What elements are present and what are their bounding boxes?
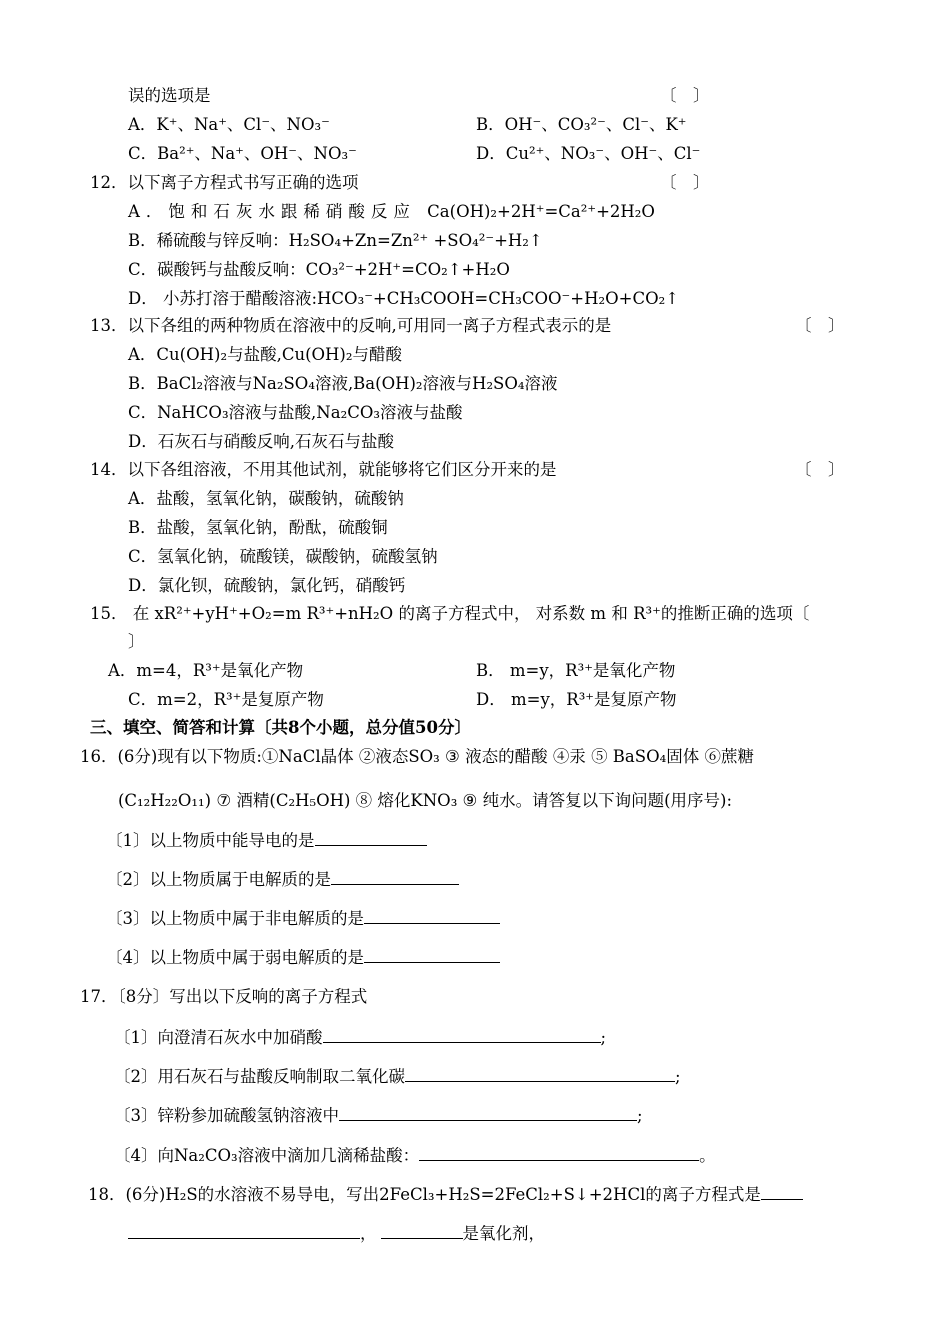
q16-part-4-label: 〔4〕以上物质中属于弱电解质的是 bbox=[106, 948, 364, 967]
q17-part-2-end: ; bbox=[675, 1067, 681, 1086]
q15-option-c: C．m=2，R³⁺是复原产物 bbox=[128, 690, 324, 709]
q12-stem: 12．以下离子方程式书写正确的选项 bbox=[90, 173, 359, 192]
q12-option-d: D． 小苏打溶于醋酸溶液:HCO₃⁻+CH₃COOH=CH₃COO⁻+H₂O+CO₂↑ bbox=[128, 289, 680, 308]
q14-answer-paren: 〔 〕 bbox=[795, 460, 845, 479]
q11-option-d: D．Cu²⁺、NO₃⁻、OH⁻、Cl⁻ bbox=[476, 144, 701, 163]
q11-option-c: C．Ba²⁺、Na⁺、OH⁻、NO₃⁻ bbox=[128, 144, 357, 163]
q18-line2 bbox=[128, 1222, 545, 1245]
q17-part-1-blank[interactable] bbox=[323, 1026, 601, 1043]
q12-option-a bbox=[128, 201, 655, 223]
q18-line1 bbox=[88, 1183, 803, 1206]
q11-answer-paren: 〔 〕 bbox=[660, 86, 710, 105]
q15-option-d: D． m=y，R³⁺是复原产物 bbox=[476, 690, 677, 709]
q14-stem: 14．以下各组溶液，不用其他试剂，就能够将它们区分开来的是 bbox=[90, 460, 557, 479]
q11-stem-tail: 误的选项是 bbox=[128, 86, 211, 105]
q18-blank-2[interactable] bbox=[381, 1222, 463, 1239]
q17-part-3-blank[interactable] bbox=[339, 1104, 637, 1121]
q14-option-d: D．氯化钡，硫酸钠，氯化钙，硝酸钙 bbox=[128, 576, 406, 595]
q17-part-3 bbox=[114, 1104, 643, 1127]
q16-part-4-blank[interactable] bbox=[364, 946, 500, 963]
q17-part-4 bbox=[114, 1144, 716, 1167]
q13-stem: 13．以下各组的两种物质在溶液中的反响,可用同一离子方程式表示的是 bbox=[90, 316, 612, 335]
q15-option-a: A．m=4，R³⁺是氧化产物 bbox=[108, 661, 304, 680]
q13-option-b: B．BaCl₂溶液与Na₂SO₄溶液,Ba(OH)₂溶液与H₂SO₄溶液 bbox=[128, 374, 558, 393]
q17-part-2-blank[interactable] bbox=[405, 1065, 675, 1082]
q11-option-b: B．OH⁻、CO₃²⁻、Cl⁻、K⁺ bbox=[476, 115, 687, 134]
q12-option-a-equation: Ca(OH)₂+2H⁺=Ca²⁺+2H₂O bbox=[427, 202, 655, 221]
q18-stem: 18．(6分)H₂S的水溶液不易导电，写出2FeCl₃+H₂S=2FeCl₂+S↓+2HCl的离子方程式是 bbox=[88, 1185, 761, 1204]
q16-part-2-blank[interactable] bbox=[331, 868, 459, 885]
q12-option-a-text: A．饱和石灰水跟稀硝酸反应 bbox=[128, 202, 416, 221]
q12-option-c: C．碳酸钙与盐酸反响：CO₃²⁻+2H⁺=CO₂↑+H₂O bbox=[128, 260, 510, 279]
q17-part-1-label: 〔1〕向澄清石灰水中加硝酸 bbox=[114, 1028, 323, 1047]
q17-part-3-end: ; bbox=[637, 1106, 643, 1125]
q17-part-4-blank[interactable] bbox=[419, 1144, 699, 1161]
q16-part-1-blank[interactable] bbox=[315, 829, 427, 846]
q17-part-2-label: 〔2〕用石灰石与盐酸反响制取二氧化碳 bbox=[114, 1067, 405, 1086]
q17-part-1 bbox=[114, 1026, 606, 1049]
q17-part-4-end: 。 bbox=[699, 1146, 716, 1165]
q17-part-4-label: 〔4〕向Na₂CO₃溶液中滴加几滴稀盐酸： bbox=[114, 1146, 420, 1165]
q13-answer-paren: 〔 〕 bbox=[795, 316, 845, 335]
q16-part-1-label: 〔1〕以上物质中能导电的是 bbox=[106, 831, 315, 850]
q14-option-c: C．氢氧化钠，硫酸镁，碳酸钠，硫酸氢钠 bbox=[128, 547, 438, 566]
q14-option-b: B．盐酸，氢氧化钠，酚酞，硫酸铜 bbox=[128, 518, 388, 537]
q15-stem: 15． 在 xR²⁺+yH⁺+O₂=m R³⁺+nH₂O 的离子方程式中， 对系数 m 和 R³⁺的推断正确的选项〔 bbox=[90, 604, 810, 623]
q16-part-2 bbox=[106, 868, 459, 891]
q18-blank-1[interactable] bbox=[128, 1222, 360, 1239]
q16-part-4 bbox=[106, 946, 500, 969]
section-3-heading: 三、填空、简答和计算〔共8个小题，总分值50分〕 bbox=[90, 718, 471, 737]
q15-stem-continuation: 〕 bbox=[128, 632, 145, 651]
q13-option-a: A．Cu(OH)₂与盐酸,Cu(OH)₂与醋酸 bbox=[128, 345, 402, 364]
q16-part-3-label: 〔3〕以上物质中属于非电解质的是 bbox=[106, 909, 364, 928]
q16-part-1 bbox=[106, 829, 427, 852]
q18-blank-1-start[interactable] bbox=[761, 1183, 803, 1200]
q18-separator: ， bbox=[360, 1224, 377, 1243]
q18-tail: 是氧化剂， bbox=[462, 1224, 545, 1243]
q12-option-b: B．稀硫酸与锌反响：H₂SO₄+Zn=Zn²⁺ +SO₄²⁻+H₂↑ bbox=[128, 231, 543, 250]
q14-option-a: A．盐酸，氢氧化钠，碳酸钠，硫酸钠 bbox=[128, 489, 404, 508]
q11-option-a: A．K⁺、Na⁺、Cl⁻、NO₃⁻ bbox=[128, 115, 330, 134]
q16-part-3 bbox=[106, 907, 500, 930]
q13-option-c: C．NaHCO₃溶液与盐酸,Na₂CO₃溶液与盐酸 bbox=[128, 403, 463, 422]
q13-option-d: D．石灰石与硝酸反响,石灰石与盐酸 bbox=[128, 432, 394, 451]
q17-part-3-label: 〔3〕锌粉参加硫酸氢钠溶液中 bbox=[114, 1106, 339, 1125]
q12-answer-paren: 〔 〕 bbox=[660, 173, 710, 192]
q17-part-2 bbox=[114, 1065, 681, 1088]
q17-stem: 17．〔8分〕写出以下反响的离子方程式 bbox=[80, 987, 368, 1006]
q16-stem-line2: (C₁₂H₂₂O₁₁) ⑦ 酒精(C₂H₅OH) ⑧ 熔化KNO₃ ⑨ 纯水。请答复以下询问题(用序号): bbox=[118, 791, 733, 810]
q17-part-1-end: ; bbox=[600, 1028, 607, 1047]
q16-part-3-blank[interactable] bbox=[364, 907, 500, 924]
q15-option-b: B． m=y，R³⁺是氧化产物 bbox=[476, 661, 676, 680]
q16-stem-line1: 16．(6分)现有以下物质:①NaCl晶体 ②液态SO₃ ③ 液态的醋酸 ④汞 ⑤ BaSO₄固体 ⑥蔗糖 bbox=[80, 747, 754, 766]
q16-part-2-label: 〔2〕以上物质属于电解质的是 bbox=[106, 870, 331, 889]
